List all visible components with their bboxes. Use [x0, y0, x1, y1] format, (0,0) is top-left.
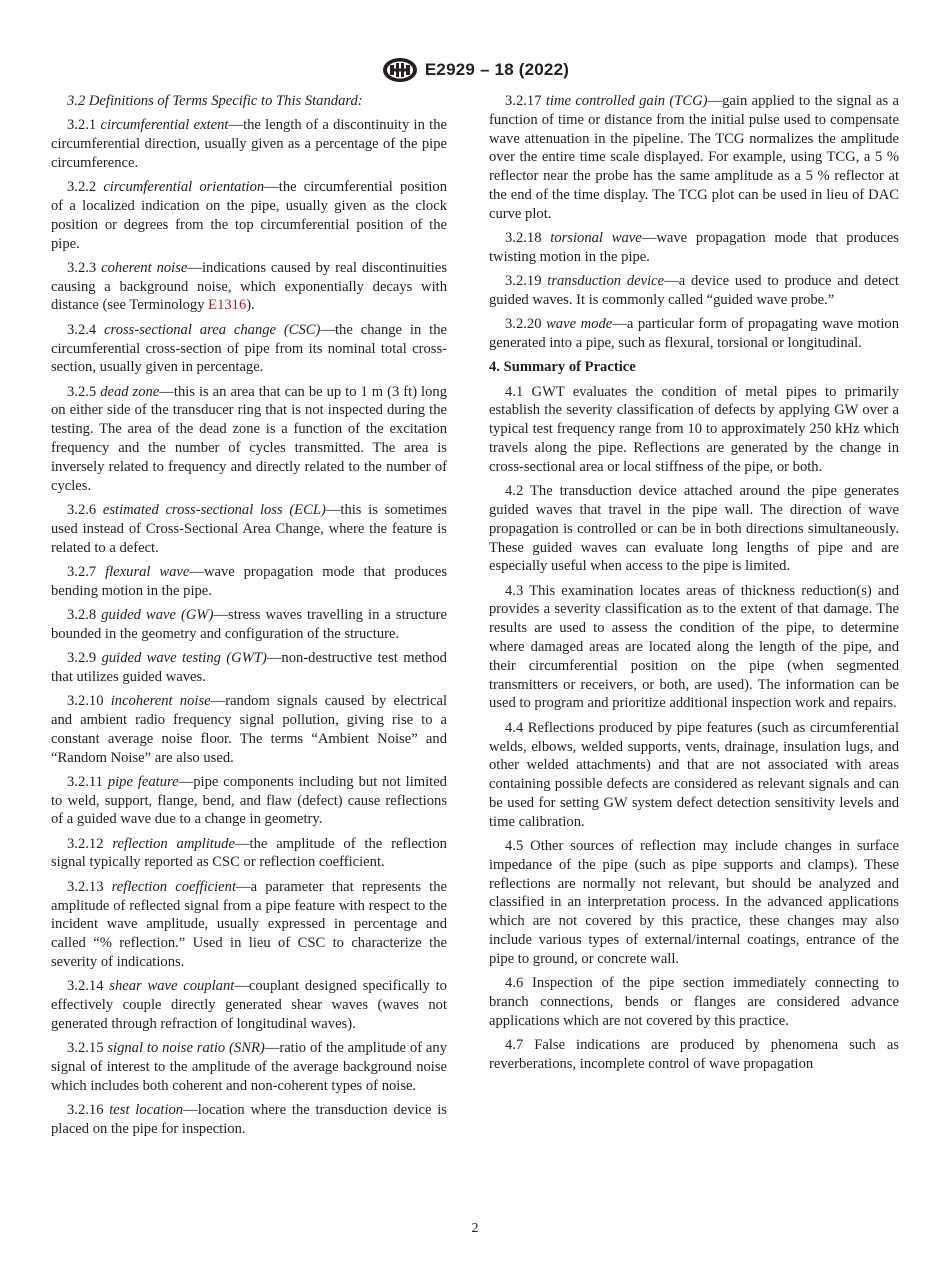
paragraph-text: False indications are produced by phenomena such as reverberations, incomplete control of wave propagation	[489, 1036, 899, 1072]
definition-number: 3.2.11	[67, 773, 103, 790]
definition-text: —location where the transduction device is placed on the pipe for inspection.	[51, 1102, 447, 1137]
definition-term: time controlled gain (TCG)	[545, 93, 708, 109]
paragraph-text: This examination locates areas of thickness reduction(s) and provides a severity classification as to the extent of that damage. The results are used to assess the condition of the pipe, to determine where damaged areas are located along the length of the pipe, and their circumferential position on the pipe (when segmented transmitters or receivers, or both, are used). The information can be used to program and prioritize additional inspection work and repairs.	[489, 582, 899, 712]
definition-term: reflection amplitude	[112, 835, 235, 852]
definition-number: 3.2.3	[67, 259, 97, 276]
definition-number: 3.2.18	[505, 230, 542, 247]
paragraph-4-3	[489, 582, 899, 714]
definition-text: —gain applied to the signal as a function of time or distance from the initial pulse used to compensate wave attenuation in the pipeline. The TCG normalizes the amplitude over the entire time scale displayed. For example, using TCG, a 5 % reflector near the probe has the same amplitude as a 5 % reflector at the end of the time display. The TCG plot can be used in lieu of DAC curve plot.	[489, 93, 899, 222]
definition-3-2-2	[51, 178, 447, 253]
paragraph-text: Other sources of reflection may include changes in surface impedance of the pipe (such as pipe supports and clamps). These reflections are normally not relevant, but should be analyzed and classified in an interpretation process. In the advanced applications which are not covered by this practice, these changes may also include various types of external/internal coatings, entrance of the pipe to ground, or concrete wall.	[489, 837, 899, 967]
definition-text: —a device used to produce and detect guided waves. It is commonly called “guided wave probe.”	[489, 273, 899, 308]
definition-term: reflection coefficient	[111, 878, 237, 895]
definition-text: —non-destructive test method that utilizes guided waves.	[51, 650, 447, 685]
definition-text: —random signals caused by electrical and ambient radio frequency signal pollution, giving rise to a constant average noise floor. The terms “Ambient Noise” and “Random Noise” are also used.	[51, 693, 447, 766]
left-definition-list	[51, 116, 447, 1138]
definition-term: cross-sectional area change (CSC)	[104, 321, 321, 338]
definition-term: transduction device	[547, 273, 665, 290]
section-3-2-heading: 3.2 Definitions of Terms Specific to This Standard:	[67, 93, 363, 109]
definition-3-2-16	[51, 1101, 447, 1139]
definition-text: —couplant designed specifically to effectively couple directly generated shear waves (waves not generated through refraction of longitudinal waves).	[51, 978, 447, 1032]
definition-text-end: ).	[246, 297, 255, 314]
document-designation: E2929 – 18 (2022)	[424, 60, 570, 79]
definition-number: 3.2.7	[67, 563, 97, 580]
definition-text: —ratio of the amplitude of any signal of interest to the amplitude of the average background noise which includes both coherent and non-coherent types of noise.	[51, 1040, 447, 1094]
definition-text: —the amplitude of the reflection signal typically reported as CSC or reflection coefficient.	[51, 835, 447, 871]
definition-term: guided wave (GW)	[101, 606, 214, 623]
paragraph-4-6	[489, 974, 899, 1030]
definition-term: wave mode	[546, 316, 613, 333]
definition-number: 3.2.16	[67, 1102, 104, 1119]
definition-3-2-19	[489, 272, 899, 310]
paragraph-number: 4.2	[505, 483, 524, 500]
definition-text: —pipe components including but not limited to weld, support, flange, bend, and flaw (defect) cause reflections of a guided wave due to a change in geometry.	[51, 773, 447, 828]
paragraph-number: 4.3	[505, 582, 524, 599]
paragraph-text: Inspection of the pipe section immediately connecting to branch connections, bends or flanges are considered advance applications which are not covered by this practice.	[489, 975, 899, 1029]
definition-number: 3.2.15	[67, 1040, 104, 1057]
definition-3-2-3	[51, 259, 447, 315]
paragraph-4-2	[489, 482, 899, 576]
definition-number: 3.2.20	[505, 316, 542, 333]
definition-3-2-6	[51, 501, 447, 557]
definition-number: 3.2.10	[67, 693, 104, 710]
definition-number: 3.2.1	[67, 117, 97, 134]
paragraph-number: 4.7	[505, 1036, 524, 1053]
definition-number: 3.2.2	[67, 179, 97, 196]
reference-link[interactable]: E1316	[208, 297, 247, 314]
definition-number: 3.2.4	[67, 321, 97, 338]
definition-number: 3.2.19	[505, 273, 542, 290]
definition-term: signal to noise ratio (SNR)	[107, 1040, 265, 1057]
paragraph-text: The transduction device attached around the pipe generates guided waves that travel in the pipe wall. The direction of wave propagation is controlled or can be in both directions simultaneously. These guided waves can evaluate long lengths of pipe and are especially useful when access to the pipe is limited.	[489, 483, 900, 575]
paragraph-4-4	[489, 719, 899, 832]
definition-term: test location	[109, 1102, 184, 1119]
definition-text: —a parameter that represents the amplitude of reflected signal from a pipe feature with respect to the incident wave amplitude, usually expressed in percentage and called “% reflection.” Used in lieu of CSC to characterize the severity of indications.	[51, 878, 447, 970]
section-4-heading: 4. Summary of Practice	[489, 359, 636, 376]
left-column	[51, 92, 447, 1144]
definition-term: guided wave testing (GWT)	[101, 650, 267, 667]
definition-term: shear wave couplant	[109, 978, 235, 995]
paragraph-4-7	[489, 1036, 899, 1074]
paragraph-number: 4.1	[505, 383, 524, 400]
definition-term: circumferential orientation	[103, 179, 265, 196]
right-definition-list	[489, 92, 899, 353]
paragraph-4-5	[489, 837, 899, 969]
definition-3-2-10	[51, 692, 447, 767]
page-header	[0, 56, 950, 84]
definition-term: torsional wave	[550, 230, 642, 247]
definition-3-2-7	[51, 563, 447, 601]
definition-text: —the change in the circumferential cross-section of pipe from its nominal total cross-section, usually given in percentage.	[51, 321, 447, 376]
definition-number: 3.2.14	[67, 978, 104, 995]
definition-text: —this is sometimes used instead of Cross-Sectional Area Change, where the feature is related to a defect.	[51, 501, 447, 556]
definition-term: flexural wave	[105, 563, 190, 580]
definition-term: coherent noise	[101, 259, 188, 276]
definition-number: 3.2.9	[67, 650, 97, 667]
definition-text: —wave propagation mode that produces twisting motion in the pipe.	[489, 230, 899, 265]
definition-3-2-4	[51, 321, 447, 377]
definition-text: —wave propagation mode that produces bending motion in the pipe.	[51, 563, 447, 599]
astm-logo-icon	[381, 56, 419, 84]
definition-number: 3.2.6	[67, 501, 97, 518]
definition-text: —indications caused by real discontinuities causing a background noise, which exponentially decays with distance (see Terminology	[51, 259, 448, 314]
section-4-paragraphs	[489, 383, 899, 1074]
definition-term: circumferential extent	[100, 117, 229, 134]
definition-3-2-5	[51, 383, 447, 496]
right-column	[489, 92, 899, 1079]
page-number: 2	[471, 1221, 479, 1236]
definition-text: —this is an area that can be up to 1 m (3 ft) long on either side of the transducer ring that is not inspected during the testing. The area of the dead zone is a function of the excitation frequency and the number of cycles transmitted. The area is inversely related to frequency and directly related to the number of cycles.	[51, 383, 447, 494]
paragraph-4-1	[489, 383, 899, 477]
definition-3-2-17	[489, 92, 899, 224]
definition-3-2-15	[51, 1039, 447, 1095]
definition-text: —a particular form of propagating wave motion generated into a pipe, such as flexural, torsional or longitudinal.	[489, 316, 899, 352]
definition-number: 3.2.12	[67, 835, 104, 852]
definition-number: 3.2.17	[505, 93, 542, 109]
definition-text: —the length of a discontinuity in the circumferential direction, usually given as a percentage of the pipe circumference.	[51, 117, 447, 171]
definition-3-2-20	[489, 315, 899, 353]
definition-term: incoherent noise	[110, 693, 211, 710]
definition-3-2-11	[51, 773, 447, 829]
definition-3-2-9	[51, 649, 447, 687]
definition-3-2-14	[51, 977, 447, 1033]
definition-term: dead zone	[100, 383, 160, 400]
definition-3-2-13	[51, 878, 447, 972]
definition-3-2-8	[51, 606, 447, 644]
paragraph-number: 4.4	[505, 719, 524, 736]
definition-number: 3.2.5	[67, 383, 97, 400]
definition-term: estimated cross-sectional loss (ECL)	[102, 501, 326, 518]
definition-3-2-18	[489, 229, 899, 267]
definition-text: —stress waves travelling in a structure bounded in the geometry and configuration of the structure.	[51, 606, 447, 642]
definition-3-2-1	[51, 116, 447, 172]
paragraph-text: GWT evaluates the condition of metal pipes to primarily establish the severity classification of defects by applying GW over a typical test frequency range from 10 to approximately 250 kHz which travels along the pipe. Reflections are generated by the change in cross-sectional area or local stiffness of the pipe, or both.	[489, 383, 899, 475]
definition-text: —the circumferential position of a localized indication on the pipe, usually given as the clock position or degrees from the top circumferential position of the pipe.	[51, 179, 447, 252]
definition-term: pipe feature	[107, 773, 179, 790]
definition-number: 3.2.8	[67, 606, 97, 623]
definition-3-2-12	[51, 835, 447, 873]
paragraph-text: Reflections produced by pipe features (such as circumferential welds, elbows, welded supports, vents, drainage, insulation lugs, and other welded attachments) and that are not associated with areas containing possible defects are considered as relevant signals and can be used for setting GW system defect detection sensitivity levels and time calibration.	[489, 719, 899, 830]
definition-number: 3.2.13	[67, 878, 104, 895]
paragraph-number: 4.5	[505, 837, 524, 854]
paragraph-number: 4.6	[505, 975, 524, 992]
